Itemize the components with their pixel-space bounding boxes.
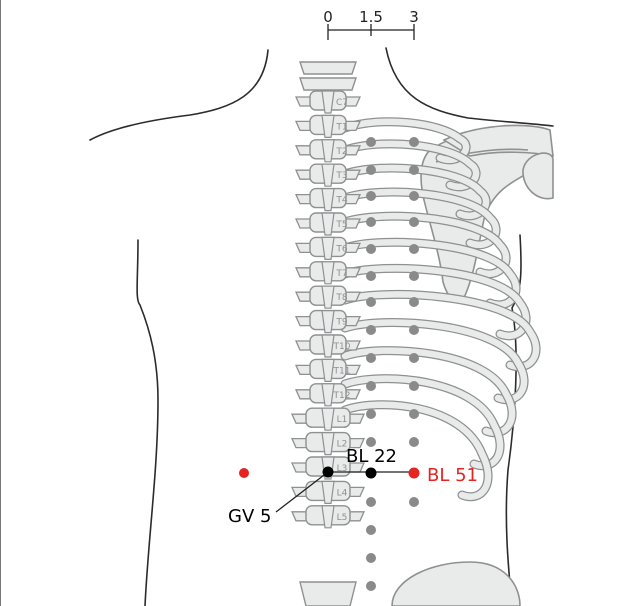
grey-reference-dot [409,244,419,254]
grey-reference-dot [366,271,376,281]
grey-reference-dot [366,297,376,307]
grey-reference-dot [409,325,419,335]
grey-reference-dot [366,409,376,419]
grey-reference-dot [366,553,376,563]
vertebra-label: L5 [336,512,348,523]
grey-reference-dot [366,525,376,535]
grey-reference-dot [409,165,419,175]
grey-reference-dot [409,191,419,201]
grey-reference-dot [409,297,419,307]
measurement-scale [328,24,414,40]
vertebra-label: T6 [336,244,348,255]
bl51-label: BL 51 [427,465,479,486]
bl51-mirror-point[interactable] [239,468,249,478]
grey-reference-dot [409,409,419,419]
bl22-label: BL 22 [346,446,398,467]
reference-dots [366,137,419,591]
vertebra-label: T4 [336,195,348,206]
vertebra-t7 [296,262,360,284]
cervical-vertebra-body [300,62,356,74]
grey-reference-dot [409,497,419,507]
vertebra-t3 [296,164,360,186]
torso-left [137,240,158,606]
grey-reference-dot [366,381,376,391]
vertebra-label: L1 [336,415,348,426]
sacrum [300,582,356,606]
scale-label-0: 0 [323,8,333,26]
neck-left [90,50,268,140]
grey-reference-dot [366,191,376,201]
cervical-vertebra [300,78,356,90]
grey-reference-dot [409,137,419,147]
vertebra-t12 [296,384,360,406]
vertebra-label: T7 [336,268,348,279]
grey-reference-dot [366,497,376,507]
grey-reference-dot [409,381,419,391]
cervical-vertebra-body [300,78,356,90]
neck-right [386,48,553,126]
gv5-label: GV 5 [228,506,272,527]
vertebra-label: T2 [336,146,348,157]
vertebra-t2 [296,140,360,162]
vertebra-label: T9 [336,317,348,328]
grey-reference-dot [366,217,376,227]
bl22-point[interactable] [366,468,377,479]
grey-reference-dot [366,325,376,335]
vertebra-label: L3 [336,464,348,474]
vertebra-label: L2 [336,439,348,450]
gv5-point[interactable] [323,467,334,478]
vertebra-t8 [296,286,360,308]
vertebra-label: L4 [336,488,348,499]
vertebra-l5 [292,506,364,528]
grey-reference-dot [366,137,376,147]
iliac-crest [392,562,520,606]
pelvis [392,562,520,606]
cervical-vertebra [300,62,356,74]
vertebra-label: T10 [333,342,351,352]
grey-reference-dot [366,165,376,175]
vertebra-label: T12 [333,390,351,401]
grey-reference-dot [366,244,376,254]
vertebra-t1 [296,115,360,137]
vertebra-t6 [296,237,360,259]
vertebra-label: T11 [333,366,351,377]
vertebra-label: T1 [336,122,348,133]
vertebra-label: C7 [335,98,349,108]
vertebra-label: T5 [336,220,348,230]
humeral-head [523,153,553,199]
grey-reference-dot [366,353,376,363]
bl51-point[interactable] [409,468,420,479]
grey-reference-dot [409,271,419,281]
scale-label-1-5: 1.5 [359,8,383,26]
scale-label-3: 3 [409,8,419,26]
grey-reference-dot [409,437,419,447]
grey-reference-dot [409,217,419,227]
vertebra-l4 [292,481,364,503]
grey-reference-dot [366,581,376,591]
vertebra-c7 [296,91,360,113]
grey-reference-dot [409,353,419,363]
vertebra-label: T8 [336,293,348,304]
vertebra-label: T3 [336,171,348,182]
